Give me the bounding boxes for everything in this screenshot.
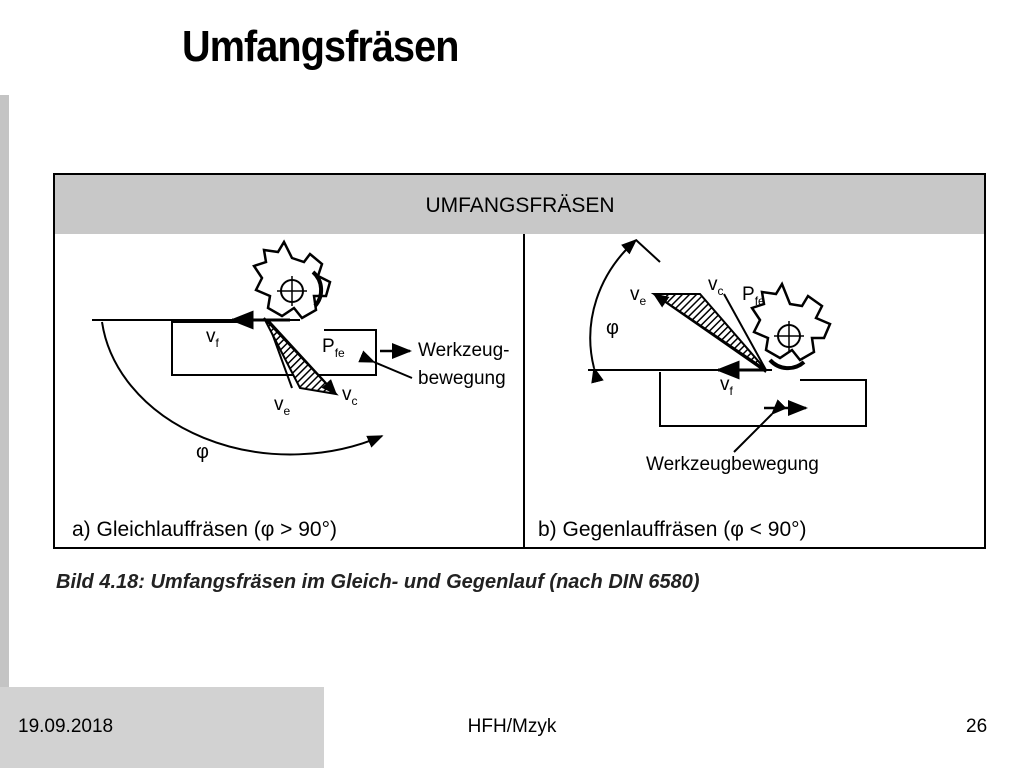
tool-motion-leader-a [374,362,412,378]
panel-a-label: a) Gleichlauffräsen (φ > 90°) [72,518,338,541]
ve-label-a: $v_e$ [274,394,291,418]
pfe-label-a: $P_{fe}$ [322,336,345,360]
workpiece-b [660,372,866,426]
panel-a [72,242,510,541]
slide-title: Umfangsfräsen [182,22,459,71]
tool-motion-label-b: Werkzeugbewegung [646,454,819,475]
phi-label-b: φ [606,317,619,339]
ve-label-b: $v_e$ [630,284,647,308]
figure-caption: Bild 4.18: Umfangsfräsen im Gleich- und Gegenlauf (nach DIN 6580) [56,571,700,593]
milling-cutter-a [254,242,330,318]
figure-header: UMFANGSFRÄSEN [425,194,615,217]
panel-b-label: b) Gegenlauffräsen (φ < 90°) [538,518,807,541]
vc-label-a: $v_c$ [342,384,358,408]
vc-label-b: $v_c$ [708,274,724,298]
vf-label-a: $v_f$ [206,326,219,350]
phi-label-a: φ [196,441,209,463]
pfe-label-b: $P_{fe}$ [742,284,765,308]
tool-motion-label-a: Werkzeug-bewegung [418,340,510,389]
footer-author: HFH/Mzyk [467,716,557,737]
vf-label-b: $v_f$ [720,374,733,398]
angle-arc-a [102,322,382,454]
panel-b [538,240,866,541]
tool-motion-leader-b [734,414,772,452]
footer-page-number: 26 [966,716,988,737]
footer-date: 19.09.2018 [18,716,114,737]
figure-frame [54,174,985,548]
